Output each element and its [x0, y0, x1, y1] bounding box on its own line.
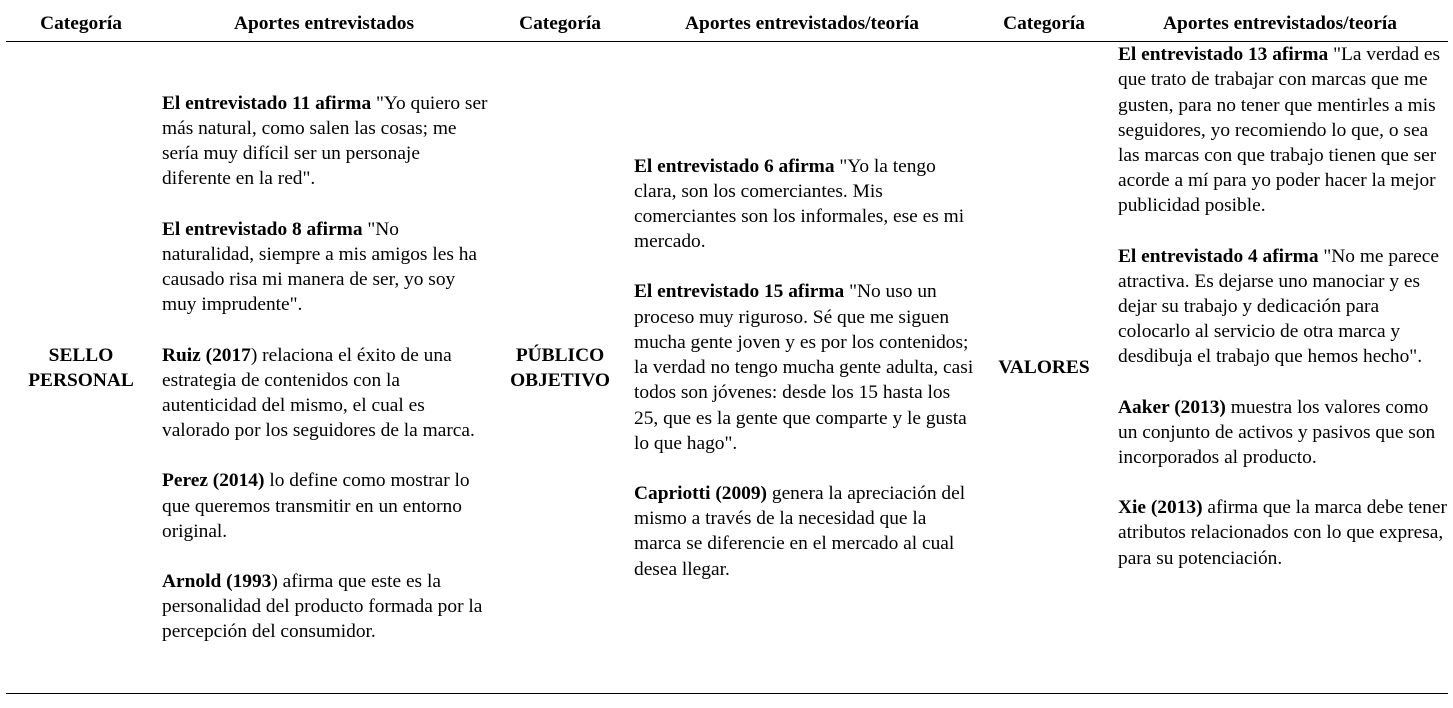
category-publico-objetivo [492, 42, 628, 694]
list-item [162, 569, 492, 645]
citation-source: El entrevistado 11 afirma [162, 92, 372, 114]
contributions-publico-objetivo [628, 42, 976, 694]
citation-text: "La verdad es que trato de trabajar con marcas que me gusten, para no tener que mentirles a mis seguidores, yo recomiendo lo que, o sea las marcas con que trabajo tienen que ser acorde a mí para yo poder hacer la mejor publicidad posible. [1118, 44, 1441, 217]
table-row [6, 42, 1448, 694]
citation-text: ) relaciona el éxito de una estrategia de contenidos con la autenticidad del mismo, el cual es valorado por los seguidores de la marca. [162, 344, 475, 442]
citation-text: afirma que la marca debe tener atributos relacionados con lo que expresa, para su potenciación. [1118, 497, 1447, 569]
header-row [6, 9, 1448, 42]
header-categoria-2: Categoría [492, 9, 628, 42]
citation-source: Ruiz (2017 [162, 344, 251, 366]
category-line: SELLO [48, 344, 114, 366]
category-line: VALORES [998, 357, 1090, 379]
list-item [162, 217, 492, 318]
list-item [634, 154, 976, 255]
list-item [1118, 495, 1448, 571]
list-item [634, 279, 976, 455]
citation-source: Perez (2014) [162, 470, 265, 492]
citation-source: Capriotti (2009) [634, 482, 768, 504]
header-categoria-1: Categoría [6, 9, 156, 42]
category-line: OBJETIVO [510, 369, 610, 391]
citation-source: El entrevistado 6 afirma [634, 155, 835, 177]
header-aportes-entrevistados: Aportes entrevistados [156, 9, 492, 42]
category-table [6, 9, 1448, 694]
list-item [1118, 244, 1448, 370]
citation-source: El entrevistado 13 afirma [1118, 44, 1329, 66]
citation-text: lo define como mostrar lo que queremos transmitir en un entorno original. [162, 470, 470, 542]
citation-text: "Yo la tengo clara, son los comerciantes. Mis comerciantes son los informales, ese es mi mercado. [634, 155, 965, 253]
list-item [634, 481, 976, 582]
list-item [1118, 42, 1448, 218]
category-line: PERSONAL [28, 369, 134, 391]
header-categoria-3: Categoría [976, 9, 1112, 42]
citation-source: El entrevistado 4 afirma [1118, 245, 1319, 267]
citation-text: genera la apreciación del mismo a través de la necesidad que la marca se diferencie en el mercado al cual desea llegar. [634, 482, 966, 580]
header-aportes-teoria-2: Aportes entrevistados/teoría [1112, 9, 1448, 42]
citation-text: "Yo quiero ser más natural, como salen las cosas; me sería muy difícil ser un personaje diferente en la red". [162, 92, 488, 190]
category-sello-personal [6, 42, 156, 694]
citation-source: El entrevistado 8 afirma [162, 218, 363, 240]
citation-source: Aaker (2013) [1118, 396, 1226, 418]
citation-text: muestra los valores como un conjunto de activos y pasivos que son incorporados al producto. [1118, 396, 1436, 469]
citation-source: Xie (2013) [1118, 497, 1203, 519]
contributions-sello-personal [156, 42, 492, 694]
list-item [162, 468, 492, 544]
citation-source: Arnold (1993 [162, 570, 272, 592]
category-valores [976, 42, 1112, 694]
citation-text: ) afirma que este es la personalidad del producto formada por la percepción del consumidor. [162, 570, 483, 643]
contributions-valores [1112, 42, 1448, 694]
list-item [162, 91, 492, 192]
citation-text: "No uso un proceso muy riguroso. Sé que me siguen mucha gente joven y es por los contenidos; la verdad no tengo mucha gente adulta, casi todos son jóvenes: desde los 15 hasta los 25, que es la gente que comparte y le gusta lo que hago". [634, 281, 974, 454]
citation-source: El entrevistado 15 afirma [634, 281, 845, 303]
citation-text: "No me parece atractiva. Es dejarse uno manociar y es dejar su trabajo y dedicación para colocarlo al servicio de otra marca y desdibuja el trabajo que hemos hecho". [1118, 245, 1439, 368]
header-aportes-teoria-1: Aportes entrevistados/teoría [628, 9, 976, 42]
list-item [1118, 395, 1448, 471]
list-item [162, 343, 492, 444]
category-line: PÚBLICO [515, 344, 605, 366]
citation-text: "No naturalidad, siempre a mis amigos les ha causado risa mi manera de ser, yo soy muy imprudente". [162, 218, 478, 316]
